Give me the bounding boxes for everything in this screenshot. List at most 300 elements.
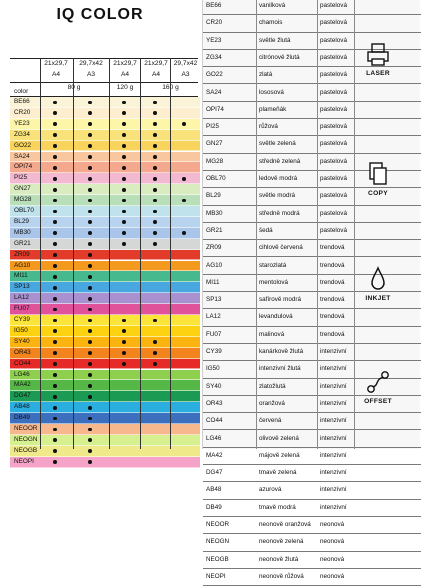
name-cell-type: pastelová xyxy=(320,192,347,200)
usage-inkjet xyxy=(356,265,400,302)
availability-dot xyxy=(88,242,92,246)
color-row xyxy=(10,141,200,152)
availability-dot xyxy=(153,111,157,115)
color-row xyxy=(10,184,200,195)
availability-dot xyxy=(153,242,157,246)
name-cell-name: středně modrá xyxy=(259,209,300,217)
name-cell-type: pastelová xyxy=(320,105,347,113)
usage-offset xyxy=(356,368,400,405)
name-cell-code: GO22 xyxy=(206,71,223,79)
availability-dot xyxy=(53,210,57,214)
name-row xyxy=(203,15,421,32)
availability-dot xyxy=(53,122,57,126)
availability-dot xyxy=(88,210,92,214)
name-cell-type: intenzivní xyxy=(320,503,347,511)
availability-dot xyxy=(122,231,126,235)
availability-dot xyxy=(53,111,57,115)
availability-dot xyxy=(122,210,126,214)
name-cell-name: světle žlutá xyxy=(259,36,291,44)
usage-label: OFFSET xyxy=(364,398,392,405)
name-cell-type: pastelová xyxy=(320,36,347,44)
color-code: OR43 xyxy=(14,348,31,356)
name-row xyxy=(203,552,421,569)
color-code: CR20 xyxy=(14,108,31,116)
color-code: MA42 xyxy=(14,381,31,389)
name-cell-type: intenzivní xyxy=(320,399,347,407)
color-code: OPI74 xyxy=(14,163,33,171)
name-cell-type: pastelová xyxy=(320,157,347,165)
color-code: NEOPI xyxy=(14,457,34,465)
name-cell-type: neonová xyxy=(320,521,345,528)
availability-dot xyxy=(122,329,126,333)
availability-dot xyxy=(53,373,57,377)
availability-dot xyxy=(53,177,57,181)
name-cell-name: zlatožlutá xyxy=(259,382,286,390)
availability-dot xyxy=(53,406,57,410)
availability-dot xyxy=(53,340,57,344)
color-code: PI25 xyxy=(14,174,28,182)
name-cell-name: středně zelená xyxy=(259,157,301,165)
name-cell-type: pastelová xyxy=(320,123,347,131)
name-cell-type: pastelová xyxy=(320,71,347,79)
color-row xyxy=(10,446,200,457)
name-cell-name: májově zelená xyxy=(259,451,300,459)
name-cell-name: neonově růžová xyxy=(259,572,304,580)
availability-dot xyxy=(88,264,92,268)
size-cell: A3 xyxy=(181,71,190,78)
color-code: SA24 xyxy=(14,152,30,160)
availability-dot xyxy=(53,242,57,246)
availability-dot xyxy=(122,101,126,105)
availability-dot xyxy=(153,144,157,148)
name-row xyxy=(203,431,421,448)
name-cell-name: neonově zelená xyxy=(259,538,304,546)
usage-label: COPY xyxy=(368,190,388,197)
name-cell-type: pastelová xyxy=(320,140,347,148)
name-cell-name: kanárkově žlutá xyxy=(259,348,304,355)
table-column-divider xyxy=(317,0,318,449)
size-cell: A4 xyxy=(51,71,61,78)
availability-dot xyxy=(88,286,92,290)
name-cell-code: FU07 xyxy=(206,330,222,338)
availability-dot xyxy=(153,351,157,355)
availability-dot xyxy=(88,297,92,301)
color-code: NEOGN xyxy=(14,435,38,443)
name-cell-code: SP13 xyxy=(206,296,222,304)
name-cell-code: PI25 xyxy=(206,123,219,131)
name-cell-type: pastelová xyxy=(320,226,347,234)
color-row xyxy=(10,304,200,315)
availability-dot xyxy=(53,460,57,464)
availability-dot xyxy=(153,188,157,192)
name-cell-type: intenzivní xyxy=(320,417,347,425)
name-cell-name: světle zelená xyxy=(259,140,296,148)
color-row xyxy=(10,424,200,435)
color-row xyxy=(10,271,200,282)
name-cell-name: safírově modrá xyxy=(259,296,301,304)
availability-dot xyxy=(182,231,186,235)
color-row xyxy=(10,457,200,468)
name-cell-code: AG10 xyxy=(206,261,223,269)
size-cell: A3 xyxy=(86,71,96,78)
availability-dot xyxy=(88,417,92,421)
format-cell: 29,7x42 xyxy=(79,60,103,67)
availability-dot xyxy=(122,166,126,170)
name-cell-code: MI11 xyxy=(206,278,220,286)
name-row xyxy=(203,206,421,223)
name-cell-name: azurová xyxy=(259,486,282,494)
color-code: AG10 xyxy=(14,261,31,269)
color-row xyxy=(10,228,200,239)
color-row xyxy=(10,162,200,173)
color-row xyxy=(10,206,200,217)
availability-dot xyxy=(153,155,157,159)
name-cell-code: NEOGB xyxy=(206,555,229,563)
name-cell-type: trendová xyxy=(320,244,345,252)
availability-dot xyxy=(53,428,57,432)
color-code: OBL70 xyxy=(14,207,34,214)
name-row xyxy=(203,500,421,517)
name-cell-type: intenzivní xyxy=(320,486,347,494)
availability-dot xyxy=(88,373,92,377)
availability-dot xyxy=(88,319,92,323)
name-cell-type: trendová xyxy=(320,278,345,286)
availability-dot xyxy=(88,133,92,137)
name-cell-code: ZG34 xyxy=(206,53,222,61)
color-row xyxy=(10,413,200,424)
format-cell: 29,7x42 xyxy=(173,60,198,67)
color-code: SP13 xyxy=(14,283,30,291)
column-divider xyxy=(73,58,74,449)
availability-dot xyxy=(53,297,57,301)
name-cell-code: LG46 xyxy=(206,434,222,442)
color-row xyxy=(10,380,200,391)
color-code: GO22 xyxy=(14,141,32,149)
availability-dot xyxy=(182,177,186,181)
name-cell-name: neonově oranžová xyxy=(259,521,311,528)
name-row xyxy=(203,413,421,430)
name-cell-type: trendová xyxy=(320,296,345,304)
color-row xyxy=(10,250,200,261)
color-row xyxy=(10,108,200,119)
availability-dot xyxy=(53,166,57,170)
color-row xyxy=(10,370,200,381)
name-row xyxy=(203,223,421,240)
color-row xyxy=(10,152,200,163)
name-cell-code: ZR09 xyxy=(206,244,222,252)
name-cell-name: růžová xyxy=(259,123,278,131)
availability-dot xyxy=(88,144,92,148)
name-cell-code: MB30 xyxy=(206,209,223,217)
name-row xyxy=(203,482,421,499)
color-row xyxy=(10,195,200,206)
availability-dot xyxy=(88,199,92,203)
name-row xyxy=(203,119,421,136)
name-cell-name: šedá xyxy=(259,226,273,234)
availability-dot xyxy=(122,362,126,366)
availability-dot xyxy=(53,253,57,257)
availability-dot xyxy=(88,188,92,192)
column-divider xyxy=(40,58,41,449)
availability-dot xyxy=(122,155,126,159)
usage-laser xyxy=(356,42,400,77)
name-cell-type: neonová xyxy=(320,538,345,546)
name-cell-name: lososová xyxy=(259,88,284,96)
color-row xyxy=(10,359,200,370)
availability-dot xyxy=(153,340,157,344)
usage-label: LASER xyxy=(366,70,390,77)
availability-dot xyxy=(53,231,57,235)
availability-dot xyxy=(122,220,126,224)
color-row xyxy=(10,326,200,337)
availability-dot xyxy=(53,220,57,224)
name-cell-code: YE23 xyxy=(206,36,222,44)
availability-dot xyxy=(182,122,186,126)
availability-dot xyxy=(53,438,57,442)
weight-cell: 80 g xyxy=(67,84,81,91)
availability-dot xyxy=(53,101,57,105)
format-cell: 21x29,7 xyxy=(144,60,168,67)
name-cell-code: MG28 xyxy=(206,157,224,165)
usage-label: INKJET xyxy=(365,295,391,302)
availability-dot xyxy=(53,395,57,399)
color-code: MG28 xyxy=(14,196,32,204)
availability-dot xyxy=(122,340,126,344)
name-cell-name: plameňák xyxy=(259,105,287,113)
name-cell-code: DG47 xyxy=(206,469,223,477)
name-cell-type: intenzivní xyxy=(320,469,347,477)
name-row xyxy=(203,448,421,465)
name-cell-code: GN27 xyxy=(206,140,223,148)
name-cell-code: NEOOR xyxy=(206,521,230,528)
color-row xyxy=(10,282,200,293)
availability-dot xyxy=(88,275,92,279)
availability-dot xyxy=(88,449,92,453)
name-cell-name: oranžová xyxy=(259,399,285,407)
name-cell-name: cihlově červená xyxy=(259,244,303,252)
column-divider xyxy=(109,58,110,449)
color-code: ZG34 xyxy=(14,130,30,138)
color-code: NEOGB xyxy=(14,446,38,454)
name-cell-type: pastelová xyxy=(320,2,347,9)
color-row xyxy=(10,391,200,402)
name-cell-type: trendová xyxy=(320,313,345,321)
name-cell-name: olivově zelená xyxy=(259,434,299,442)
color-row xyxy=(10,173,200,184)
name-cell-code: GR21 xyxy=(206,226,223,234)
color-row xyxy=(10,402,200,413)
name-cell-code: OPI74 xyxy=(206,105,224,113)
availability-dot xyxy=(88,329,92,333)
name-cell-name: zlatá xyxy=(259,71,273,79)
availability-dot xyxy=(153,199,157,203)
availability-dot xyxy=(153,220,157,224)
name-cell-name: intenzivní žlutá xyxy=(259,365,301,373)
name-cell-type: neonová xyxy=(320,572,345,580)
color-column-label: color xyxy=(14,88,29,95)
availability-dot xyxy=(88,231,92,235)
name-cell-code: AB48 xyxy=(206,486,222,494)
column-divider xyxy=(140,58,141,449)
name-cell-code: MA42 xyxy=(206,451,223,459)
availability-dot xyxy=(153,231,157,235)
availability-dot xyxy=(122,242,126,246)
availability-dot xyxy=(88,395,92,399)
availability-dot xyxy=(88,428,92,432)
name-cell-type: pastelová xyxy=(320,88,347,96)
availability-dot xyxy=(122,122,126,126)
name-cell-type: intenzivní xyxy=(320,382,347,390)
name-cell-name: mentolová xyxy=(259,278,289,286)
availability-dot xyxy=(88,362,92,366)
availability-dot xyxy=(88,438,92,442)
name-cell-type: intenzivní xyxy=(320,365,347,373)
color-row xyxy=(10,130,200,141)
name-cell-name: červená xyxy=(259,417,282,425)
name-cell-code: DB49 xyxy=(206,503,222,511)
color-code: MI11 xyxy=(14,272,28,280)
name-cell-type: pastelová xyxy=(320,19,347,27)
name-cell-code: NEOGN xyxy=(206,538,230,546)
format-cell: 21x29,7 xyxy=(44,60,68,67)
availability-dot xyxy=(88,166,92,170)
color-code: GN27 xyxy=(14,185,31,193)
availability-dot xyxy=(88,406,92,410)
availability-dot xyxy=(53,199,57,203)
color-code: CO44 xyxy=(14,359,31,367)
availability-dot xyxy=(88,340,92,344)
page-title: IQ COLOR xyxy=(56,6,144,23)
name-row xyxy=(203,465,421,482)
name-cell-type: pastelová xyxy=(320,53,347,61)
color-code: NEOOR xyxy=(14,425,38,432)
color-code: LG46 xyxy=(14,370,30,378)
name-cell-code: OBL70 xyxy=(206,175,226,182)
availability-dot xyxy=(53,449,57,453)
color-row xyxy=(10,261,200,272)
name-cell-code: CY39 xyxy=(206,348,222,355)
name-row xyxy=(203,240,421,257)
color-code: BE66 xyxy=(14,98,30,105)
name-cell-type: trendová xyxy=(320,261,345,269)
availability-dot xyxy=(53,155,57,159)
availability-dot xyxy=(122,199,126,203)
availability-dot xyxy=(88,111,92,115)
name-cell-type: intenzivní xyxy=(320,451,347,459)
availability-dot xyxy=(122,133,126,137)
availability-dot xyxy=(88,122,92,126)
name-cell-name: malinová xyxy=(259,330,285,338)
name-cell-type: pastelová xyxy=(320,209,347,217)
color-row xyxy=(10,119,200,130)
color-row xyxy=(10,435,200,446)
color-code: DG47 xyxy=(14,392,31,400)
table-column-divider xyxy=(354,0,355,449)
availability-dot xyxy=(153,319,157,323)
name-cell-name: ledově modrá xyxy=(259,175,298,182)
availability-dot xyxy=(122,144,126,148)
table-column-divider xyxy=(256,0,257,449)
name-cell-name: citrónově žlutá xyxy=(259,53,300,61)
name-cell-name: světle modrá xyxy=(259,192,296,200)
availability-dot xyxy=(53,417,57,421)
availability-dot xyxy=(53,384,57,388)
availability-dot xyxy=(88,351,92,355)
availability-chart xyxy=(0,0,200,465)
name-row xyxy=(203,517,421,534)
name-row xyxy=(203,327,421,344)
color-code: IG50 xyxy=(14,326,28,334)
usage-copy xyxy=(356,160,400,197)
copy-pages-icon xyxy=(356,160,400,188)
color-code: SY40 xyxy=(14,337,30,345)
name-cell-type: intenzivní xyxy=(320,348,347,355)
availability-dot xyxy=(88,220,92,224)
name-cell-code: NEOPI xyxy=(206,572,226,580)
availability-dot xyxy=(122,177,126,181)
name-row xyxy=(203,569,421,586)
availability-dot xyxy=(88,253,92,257)
availability-dot xyxy=(53,144,57,148)
color-code: GR21 xyxy=(14,239,31,247)
availability-dot xyxy=(53,133,57,137)
availability-dot xyxy=(88,308,92,312)
name-row xyxy=(203,136,421,153)
availability-dot xyxy=(153,166,157,170)
name-cell-code: CR20 xyxy=(206,19,223,27)
availability-dot xyxy=(53,351,57,355)
availability-dot xyxy=(153,362,157,366)
format-cell: 21x29,7 xyxy=(113,60,137,67)
name-cell-code: CO44 xyxy=(206,417,223,425)
name-cell-type: trendová xyxy=(320,330,345,338)
name-cell-code: IG50 xyxy=(206,365,220,373)
color-code: LA12 xyxy=(14,294,29,302)
color-code: CY39 xyxy=(14,316,30,323)
availability-dot xyxy=(182,199,186,203)
name-cell-code: OR43 xyxy=(206,399,223,407)
availability-dot xyxy=(53,275,57,279)
availability-dot xyxy=(53,286,57,290)
availability-dot xyxy=(122,351,126,355)
color-row xyxy=(10,239,200,250)
name-cell-name: neonově žlutá xyxy=(259,555,299,563)
name-cell-name: chamois xyxy=(259,19,283,27)
availability-dot xyxy=(153,210,157,214)
weight-cell: 160 g xyxy=(162,84,179,91)
availability-dot xyxy=(122,188,126,192)
availability-dot xyxy=(53,319,57,323)
color-code: DB49 xyxy=(14,414,30,422)
availability-dot xyxy=(88,177,92,181)
name-cell-name: tmavě zelená xyxy=(259,469,297,477)
name-row xyxy=(203,534,421,551)
name-cell-code: LA12 xyxy=(206,313,221,321)
color-code: YE23 xyxy=(14,119,30,127)
name-cell-code: BL29 xyxy=(206,192,221,200)
availability-dot xyxy=(88,384,92,388)
laser-printer-icon xyxy=(356,42,400,68)
name-row xyxy=(203,85,421,102)
column-divider xyxy=(170,58,171,449)
name-cell-code: BE66 xyxy=(206,2,222,9)
color-code: BL29 xyxy=(14,217,29,225)
offset-curve-icon xyxy=(356,368,400,396)
availability-dot xyxy=(88,460,92,464)
name-cell-code: SY40 xyxy=(206,382,222,390)
size-cell: A4 xyxy=(151,71,161,78)
name-cell-name: tmavě modrá xyxy=(259,503,296,511)
